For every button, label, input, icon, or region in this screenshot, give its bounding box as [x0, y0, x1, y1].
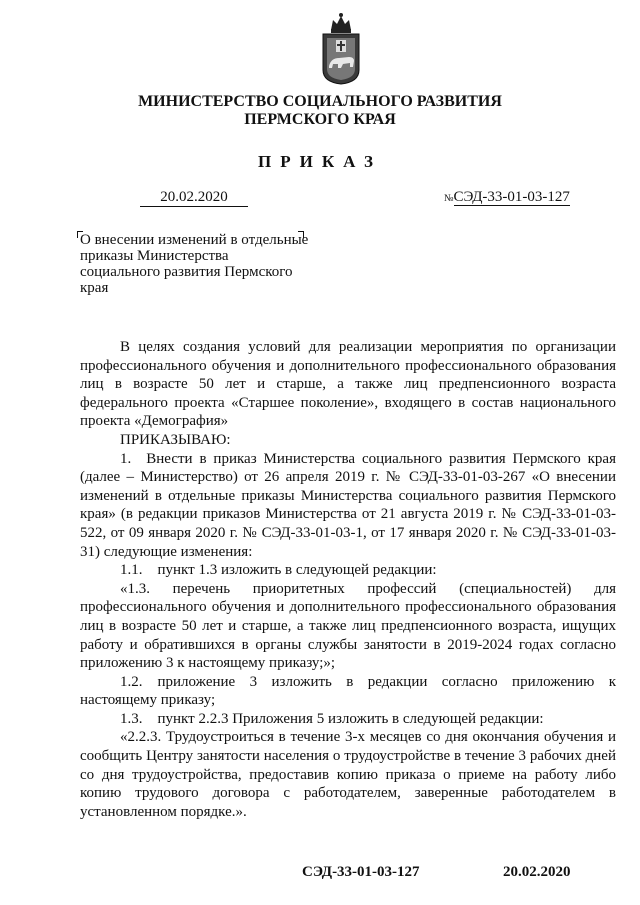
- order-date: 20.02.2020: [140, 189, 248, 207]
- order-body: [80, 338, 616, 821]
- preamble-paragraph: В целях создания условий для реализации мероприятия по организации профессионального обучения и дополнительного профессионального образования лиц в возрасте 50 лет и старше, а также лиц предпенсионного возраста федерального проекта «Старшее поколение», входящего в состав национального проекта «Демография»: [80, 339, 616, 430]
- coat-of-arms-emblem: [319, 12, 363, 86]
- order-number: [444, 189, 570, 207]
- number-sign: №: [444, 193, 454, 204]
- order-number-value: СЭД-33-01-03-127: [453, 189, 570, 205]
- item-1-3-text-paragraph: «2.2.3. Трудоустроиться в течение 3-х месяцев со дня окончания обучения и сообщить Центру занятости населения о трудоустройстве в течение 3 рабочих дней со дня трудоустройства, предоставив копию приказа о приеме на работу либо копию трудового договора с работодателем, заверенные работодателем в установленном порядке.».: [80, 729, 616, 820]
- ministry-name-line2: ПЕРМСКОГО КРАЯ: [244, 111, 396, 128]
- item-1-paragraph: 1. Внести в приказ Министерства социального развития Пермского края (далее – Министерство) от 26 апреля 2019 г. № СЭД-33-01-03-267 «О внесении изменений в отдельные приказы Министерства социального развития Пермского края» (в редакции приказов Министерства от 21 августа 2019 г. № СЭД-33-01-03-522, от 09 января 2020 г. № СЭД-33-01-03-1, от 17 января 2020 г. № СЭД-33-01-03-31) следующие изменения:: [80, 450, 616, 560]
- document-type-title: ПРИКАЗ: [258, 152, 382, 171]
- order-word: ПРИКАЗЫВАЮ:: [120, 431, 231, 448]
- order-subject: О внесении изменений в отдельные приказы Министерства социального развития Пермского края: [80, 232, 309, 296]
- item-1-1-paragraph: 1.1. пункт 1.3 изложить в следующей редакции:: [120, 562, 437, 579]
- ministry-name-line1: МИНИСТЕРСТВО СОЦИАЛЬНОГО РАЗВИТИЯ: [138, 93, 502, 110]
- footer-order-date: 20.02.2020: [503, 864, 571, 880]
- item-1-2-paragraph: 1.2. приложение 3 изложить в редакции согласно приложению к настоящему приказу;: [80, 673, 616, 709]
- item-1-1-text-paragraph: «1.3. перечень приоритетных профессий (специальностей) для профессионального обучения и дополнительного профессионального образования лиц в возрасте 50 лет и старше, а также лиц предпенсионного возраста, ищущих работу и обратившихся в органы службы занятости в 2019-2024 годах согласно приложению 3 к настоящему приказу;»;: [80, 580, 616, 672]
- footer-order-number: СЭД-33-01-03-127: [302, 864, 420, 880]
- item-1-3-paragraph: 1.3. пункт 2.2.3 Приложения 5 изложить в следующей редакции:: [120, 710, 544, 727]
